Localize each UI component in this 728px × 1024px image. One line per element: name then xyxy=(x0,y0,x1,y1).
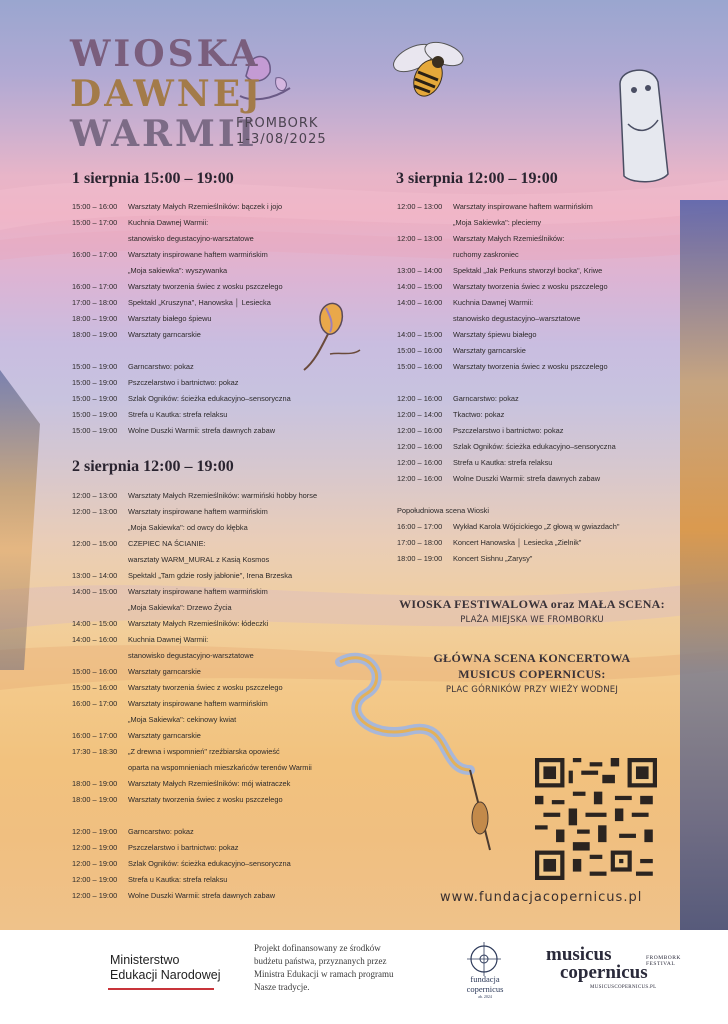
schedule-row xyxy=(72,664,372,680)
schedule-row xyxy=(72,888,372,904)
title-line-1: WIOSKA xyxy=(70,33,261,75)
day3-heading: 3 sierpnia 12:00 – 19:00 xyxy=(396,170,558,187)
schedule-activity: Warsztaty garncarskie xyxy=(128,731,201,740)
schedule-row xyxy=(397,391,697,407)
schedule-time: 12:00 – 16:00 xyxy=(397,426,443,435)
schedule-row xyxy=(72,311,372,327)
musicus-line-1: musicus xyxy=(546,944,612,965)
schedule-time: 15:00 – 17:00 xyxy=(72,218,118,227)
schedule-row xyxy=(72,343,372,359)
schedule-row xyxy=(72,616,372,632)
schedule-row xyxy=(397,407,697,423)
schedule-activity: Szlak Ogników: ścieżka edukacyjno–sensoryczna xyxy=(128,394,291,403)
schedule-row xyxy=(72,632,372,648)
event-location xyxy=(236,116,327,148)
schedule-activity: Wolne Duszki Warmii: strefa dawnych zabaw xyxy=(128,891,276,900)
schedule-time: 15:00 – 16:00 xyxy=(72,683,118,692)
day3-schedule xyxy=(397,199,697,567)
schedule-time: 17:00 – 18:00 xyxy=(397,538,443,547)
schedule-time: 16:00 – 17:00 xyxy=(72,699,118,708)
schedule-time: 12:00 – 16:00 xyxy=(397,458,443,467)
schedule-row xyxy=(72,247,372,263)
schedule-time: 14:00 – 15:00 xyxy=(397,282,443,291)
schedule-time: 16:00 – 17:00 xyxy=(397,522,443,531)
ministry-line-1: Ministerstwo xyxy=(110,953,180,967)
venue-festival-village xyxy=(384,596,680,628)
schedule-row xyxy=(72,327,372,343)
schedule-time: 12:00 – 19:00 xyxy=(72,843,118,852)
schedule-activity: ruchomy zaskroniec xyxy=(453,250,519,259)
schedule-activity: Tkactwo: pokaz xyxy=(453,410,505,419)
schedule-row xyxy=(397,439,697,455)
schedule-time: 18:00 – 19:00 xyxy=(72,795,118,804)
schedule-row xyxy=(72,552,372,568)
day2-schedule xyxy=(72,488,372,904)
schedule-time: 14:00 – 16:00 xyxy=(397,298,443,307)
schedule-row xyxy=(397,327,697,343)
musicus-copernicus-logo xyxy=(546,944,681,990)
schedule-time: 16:00 – 17:00 xyxy=(72,282,118,291)
schedule-activity: Wykład Karola Wójcickiego „Z głową w gwiazdach" xyxy=(453,522,620,531)
schedule-activity: Warsztaty inspirowane haftem warmińskim xyxy=(128,507,268,516)
schedule-row xyxy=(72,600,372,616)
schedule-time: 14:00 – 16:00 xyxy=(72,635,118,644)
schedule-row xyxy=(72,856,372,872)
schedule-row xyxy=(72,536,372,552)
schedule-row xyxy=(397,359,697,375)
musicus-festival-label xyxy=(646,955,681,967)
venue-main-stage xyxy=(384,650,680,698)
schedule-time: 14:00 – 15:00 xyxy=(397,330,443,339)
schedule-activity: Warsztaty białego śpiewu xyxy=(128,314,212,323)
schedule-activity: Warsztaty garncarskie xyxy=(128,330,201,339)
schedule-time: 15:00 – 19:00 xyxy=(72,410,118,419)
schedule-activity: Kuchnia Dawnej Warmii: xyxy=(453,298,534,307)
schedule-row xyxy=(397,487,697,503)
schedule-row xyxy=(397,551,697,567)
schedule-activity: Pszczelarstwo i bartnictwo: pokaz xyxy=(128,378,239,387)
schedule-activity: stanowisko degustacyjno–warsztatowe xyxy=(453,314,581,323)
schedule-time: 18:00 – 19:00 xyxy=(72,330,118,339)
schedule-activity: Strefa u Kautka: strefa relaksu xyxy=(453,458,553,467)
schedule-row xyxy=(72,520,372,536)
schedule-row xyxy=(397,455,697,471)
schedule-activity: Warsztaty Małych Rzemieślników: mój wiatraczek xyxy=(128,779,291,788)
schedule-row xyxy=(397,279,697,295)
schedule-activity: Warsztaty tworzenia świec z wosku pszczelego xyxy=(128,282,283,291)
schedule-row xyxy=(72,776,372,792)
schedule-row xyxy=(72,728,372,744)
venue-main-stage-heading-2: MUSICUS COPERNICUS: xyxy=(458,667,606,681)
schedule-activity: Szlak Ogników: ścieżka edukacyjno–sensoryczna xyxy=(128,859,291,868)
schedule-time: 12:00 – 19:00 xyxy=(72,891,118,900)
schedule-row xyxy=(72,359,372,375)
schedule-time: 13:00 – 14:00 xyxy=(397,266,443,275)
schedule-activity: Spektakl „Kruszyna", Hanowska │ Lesiecka xyxy=(128,298,271,307)
schedule-activity: Warsztaty Małych Rzemieślników: warmiński hobby horse xyxy=(128,491,318,500)
schedule-row xyxy=(72,872,372,888)
schedule-activity: Szlak Ogników: ścieżka edukacyjno–sensoryczna xyxy=(453,442,616,451)
title-line-2: DAWNEJ xyxy=(70,73,264,115)
schedule-row xyxy=(72,391,372,407)
schedule-activity: Warsztaty tworzenia świec z wosku pszczelego xyxy=(453,282,608,291)
schedule-activity: stanowisko degustacyjno-warsztatowe xyxy=(128,651,254,660)
schedule-time: 15:00 – 19:00 xyxy=(72,426,118,435)
schedule-time: 12:00 – 13:00 xyxy=(72,507,118,516)
schedule-row xyxy=(397,519,697,535)
schedule-row xyxy=(397,343,697,359)
schedule-activity: stanowisko degustacyjno-warsztatowe xyxy=(128,234,254,243)
schedule-time: 18:00 – 19:00 xyxy=(397,554,443,563)
schedule-activity: Warsztaty inspirowane haftem warmińskim xyxy=(128,250,268,259)
fundacja-line-2: copernicus xyxy=(466,984,504,994)
qr-code[interactable] xyxy=(532,758,660,880)
schedule-activity: Warsztaty garncarskie xyxy=(128,667,201,676)
schedule-time: 12:00 – 13:00 xyxy=(72,491,118,500)
schedule-time: 12:00 – 15:00 xyxy=(72,539,118,548)
schedule-time: 17:00 – 18:00 xyxy=(72,298,118,307)
event-dates: 1-3/08/2025 xyxy=(236,132,327,147)
schedule-time: 18:00 – 19:00 xyxy=(72,314,118,323)
schedule-time: 12:00 – 16:00 xyxy=(397,442,443,451)
schedule-row xyxy=(72,231,372,247)
schedule-activity: Warsztaty inspirowane haftem warmińskim xyxy=(128,587,268,596)
schedule-row xyxy=(72,488,372,504)
schedule-time: 14:00 – 15:00 xyxy=(72,587,118,596)
schedule-time: 15:00 – 16:00 xyxy=(72,667,118,676)
schedule-row xyxy=(72,504,372,520)
schedule-row xyxy=(72,808,372,824)
title-line-3: WARMII xyxy=(70,113,258,155)
schedule-activity: Wolne Duszki Warmii: strefa dawnych zabaw xyxy=(128,426,276,435)
schedule-time: 14:00 – 15:00 xyxy=(72,619,118,628)
schedule-row xyxy=(72,840,372,856)
schedule-activity: „Moja Sakiewka": pleciemy xyxy=(453,218,542,227)
event-title xyxy=(70,34,263,154)
schedule-activity: Warsztaty śpiewu białego xyxy=(453,330,537,339)
schedule-activity: oparta na wspomnieniach mieszkańców terenów Warmii xyxy=(128,763,312,772)
fundacja-copernicus-text xyxy=(462,974,508,1000)
schedule-time: 15:00 – 16:00 xyxy=(397,362,443,371)
schedule-row xyxy=(72,407,372,423)
schedule-activity: Spektakl „Tam gdzie rosły jabłonie", Irena Brzeska xyxy=(128,571,293,580)
schedule-row xyxy=(72,263,372,279)
schedule-activity: Warsztaty Małych Rzemieślników: łódeczki xyxy=(128,619,269,628)
schedule-activity: Warsztaty tworzenia świec z wosku pszczelego xyxy=(128,795,283,804)
schedule-time: 15:00 – 19:00 xyxy=(72,362,118,371)
ministry-name xyxy=(110,953,220,983)
schedule-activity: „Z drewna i wspomnień" rzeźbiarska opowieść xyxy=(128,747,280,756)
schedule-row xyxy=(72,824,372,840)
schedule-time: 12:00 – 16:00 xyxy=(397,474,443,483)
schedule-activity: Kuchnia Dawnej Warmii: xyxy=(128,218,209,227)
website-link[interactable]: www.fundacjacopernicus.pl xyxy=(440,890,643,905)
schedule-row xyxy=(72,279,372,295)
schedule-time: 17:30 – 18:30 xyxy=(72,747,118,756)
fundacja-copernicus-logo xyxy=(466,942,502,976)
schedule-time: 15:00 – 19:00 xyxy=(72,378,118,387)
schedule-row xyxy=(72,760,372,776)
schedule-activity: Strefa u Kautka: strefa relaksu xyxy=(128,410,228,419)
schedule-activity: „Moja Sakiewka": cekinowy kwiat xyxy=(128,715,237,724)
musicus-fest-line-1: FROMBORK xyxy=(646,955,681,961)
schedule-row xyxy=(397,311,697,327)
schedule-activity: Spektakl „Jak Perkuns stworzył bocka", Kriwe xyxy=(453,266,603,275)
schedule-row xyxy=(397,535,697,551)
schedule-row xyxy=(72,648,372,664)
schedule-row xyxy=(72,712,372,728)
schedule-row xyxy=(397,295,697,311)
venue-main-stage-place: PLAC GÓRNIKÓW PRZY WIEŻY WODNEJ xyxy=(445,685,619,695)
schedule-row xyxy=(397,503,697,519)
schedule-activity: CZEPIEC NA ŚCIANIE: xyxy=(128,539,206,548)
venue-festival-village-place: PLAŻA MIEJSKA WE FROMBORKU xyxy=(460,615,604,625)
venue-main-stage-heading-1: GŁÓWNA SCENA KONCERTOWA xyxy=(433,651,631,665)
funding-note: Projekt dofinansowany ze środków budżetu państwa, przyznanych przez Ministra Edukacji w ramach programu Nasze tradycje. xyxy=(254,943,394,992)
schedule-activity: Garncarstwo: pokaz xyxy=(128,827,194,836)
schedule-activity: Koncert Hanowska │ Lesiecka „Zielnik" xyxy=(453,538,582,547)
schedule-activity: Warsztaty inspirowane haftem warmińskim xyxy=(453,202,593,211)
schedule-time: 15:00 – 16:00 xyxy=(397,346,443,355)
fundacja-line-1: fundacja xyxy=(470,974,500,984)
schedule-activity: Warsztaty tworzenia świec z wosku pszczelego xyxy=(453,362,608,371)
schedule-activity: Pszczelarstwo i bartnictwo: pokaz xyxy=(453,426,564,435)
schedule-row xyxy=(72,423,372,439)
schedule-section-label: Popołudniowa scena Wioski xyxy=(397,506,490,515)
schedule-time: 16:00 – 17:00 xyxy=(72,250,118,259)
day1-heading: 1 sierpnia 15:00 – 19:00 xyxy=(72,170,234,187)
schedule-row xyxy=(397,423,697,439)
schedule-activity: warsztaty WARM_MURAL z Kasią Kosmos xyxy=(128,555,270,564)
musicus-line-2: copernicus xyxy=(560,962,648,983)
schedule-row xyxy=(397,247,697,263)
schedule-time: 12:00 – 14:00 xyxy=(397,410,443,419)
schedule-activity: Garncarstwo: pokaz xyxy=(453,394,519,403)
schedule-activity: Pszczelarstwo i bartnictwo: pokaz xyxy=(128,843,239,852)
schedule-row xyxy=(72,680,372,696)
schedule-time: 18:00 – 19:00 xyxy=(72,779,118,788)
schedule-activity: Strefa u Kautka: strefa relaksu xyxy=(128,875,228,884)
schedule-activity: „Moja Sakiewka": Drzewo Życia xyxy=(128,603,232,612)
schedule-row xyxy=(72,375,372,391)
schedule-row xyxy=(72,199,372,215)
schedule-time: 16:00 – 17:00 xyxy=(72,731,118,740)
schedule-activity: Warsztaty inspirowane haftem warmińskim xyxy=(128,699,268,708)
day2-heading: 2 sierpnia 12:00 – 19:00 xyxy=(72,458,234,475)
schedule-activity: Warsztaty Małych Rzemieślników: bączek i jojo xyxy=(128,202,283,211)
schedule-activity: „Moja Sakiewka": od owcy do kłębka xyxy=(128,523,248,532)
schedule-activity: Koncert Sishnu „Zarysy" xyxy=(453,554,533,563)
schedule-row xyxy=(72,584,372,600)
bee-illustration xyxy=(388,36,468,106)
schedule-time: 13:00 – 14:00 xyxy=(72,571,118,580)
schedule-activity: Garncarstwo: pokaz xyxy=(128,362,194,371)
schedule-row xyxy=(72,215,372,231)
schedule-row xyxy=(72,792,372,808)
schedule-row xyxy=(72,744,372,760)
schedule-row xyxy=(397,375,697,391)
schedule-time: 12:00 – 19:00 xyxy=(72,827,118,836)
ministry-red-line xyxy=(108,988,214,990)
schedule-time: 12:00 – 19:00 xyxy=(72,859,118,868)
day1-schedule xyxy=(72,199,372,439)
fundacja-small-text: ab. 2024 xyxy=(478,994,492,999)
venue-festival-village-heading: WIOSKA FESTIWALOWA oraz MAŁA SCENA: xyxy=(399,597,665,611)
schedule-time: 12:00 – 19:00 xyxy=(72,875,118,884)
schedule-row xyxy=(72,696,372,712)
ministry-line-2: Edukacji Narodowej xyxy=(110,968,221,982)
location-name: FROMBORK xyxy=(236,116,319,131)
schedule-row xyxy=(397,471,697,487)
schedule-row xyxy=(72,568,372,584)
schedule-row xyxy=(397,215,697,231)
schedule-activity: Warsztaty Małych Rzemieślników: xyxy=(453,234,565,243)
schedule-row xyxy=(397,231,697,247)
schedule-row xyxy=(397,263,697,279)
musicus-site: MUSICUSCOPERNICUS.PL xyxy=(590,985,657,990)
schedule-activity: Wolne Duszki Warmii: strefa dawnych zabaw xyxy=(453,474,601,483)
schedule-activity: Warsztaty tworzenia świec z wosku pszczelego xyxy=(128,683,283,692)
schedule-activity: „Moja sakiewka": wyszywanka xyxy=(128,266,228,275)
schedule-activity: Warsztaty garncarskie xyxy=(453,346,526,355)
schedule-row xyxy=(397,199,697,215)
schedule-row xyxy=(72,295,372,311)
schedule-time: 15:00 – 19:00 xyxy=(72,394,118,403)
stone-figure-illustration xyxy=(610,64,676,186)
musicus-fest-line-2: FESTIVAL xyxy=(646,961,676,967)
schedule-time: 12:00 – 13:00 xyxy=(397,202,443,211)
schedule-time: 15:00 – 16:00 xyxy=(72,202,118,211)
schedule-activity: Kuchnia Dawnej Warmii: xyxy=(128,635,209,644)
schedule-time: 12:00 – 16:00 xyxy=(397,394,443,403)
schedule-time: 12:00 – 13:00 xyxy=(397,234,443,243)
